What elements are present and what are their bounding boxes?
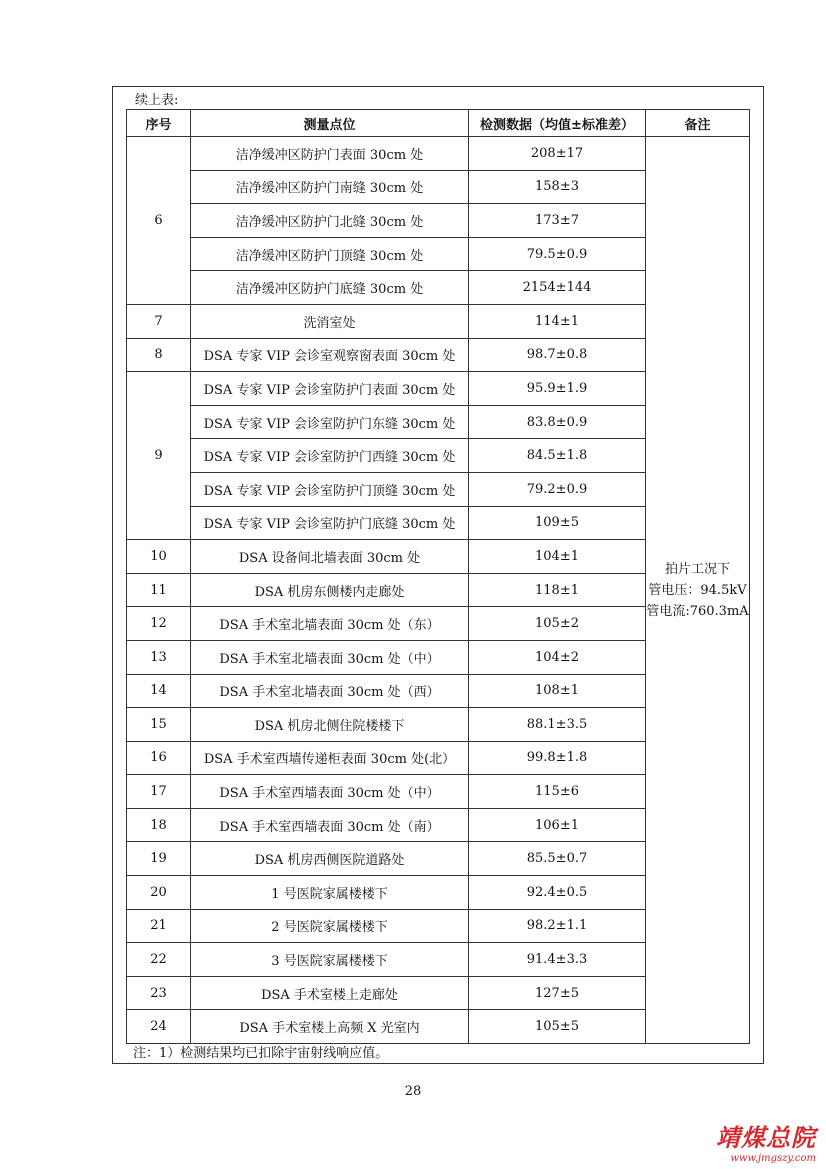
measurement-value: 104±2 (469, 640, 646, 674)
measurement-value: 83.8±0.9 (469, 405, 646, 439)
measurement-value: 79.2±0.9 (469, 472, 646, 506)
measurement-location: 洁净缓冲区防护门北缝 30cm 处 (191, 204, 469, 238)
measurement-location: 2 号医院家属楼楼下 (191, 909, 469, 943)
row-number: 7 (127, 304, 191, 338)
table-body (127, 137, 750, 1044)
measurement-value: 106±1 (469, 808, 646, 842)
measurement-location: 3 号医院家属楼楼下 (191, 943, 469, 977)
row-number: 16 (127, 741, 191, 775)
row-number: 22 (127, 943, 191, 977)
measurement-value: 79.5±0.9 (469, 237, 646, 271)
page-number: 28 (404, 1084, 422, 1099)
header-value: 检测数据（均值±标准差） (469, 110, 646, 137)
measurement-value: 105±2 (469, 607, 646, 641)
row-number: 11 (127, 573, 191, 607)
table-header-row (127, 110, 750, 137)
measurement-location: DSA 专家 VIP 会诊室防护门西缝 30cm 处 (191, 439, 469, 473)
measurement-location: DSA 手术室西墙表面 30cm 处（中） (191, 775, 469, 809)
measurement-location: DSA 专家 VIP 会诊室防护门表面 30cm 处 (191, 372, 469, 406)
row-number: 24 (127, 1010, 191, 1044)
measurement-location: DSA 手术室西墙表面 30cm 处（南） (191, 808, 469, 842)
row-number: 12 (127, 607, 191, 641)
measurement-location: 洁净缓冲区防护门顶缝 30cm 处 (191, 237, 469, 271)
measurement-value: 115±6 (469, 775, 646, 809)
row-number: 17 (127, 775, 191, 809)
measurement-value: 127±5 (469, 976, 646, 1010)
measurement-value: 92.4±0.5 (469, 876, 646, 910)
measurement-location: 洁净缓冲区防护门南缝 30cm 处 (191, 170, 469, 204)
measurement-value: 104±1 (469, 540, 646, 574)
measurement-location: 洁净缓冲区防护门底缝 30cm 处 (191, 271, 469, 305)
measurement-value: 84.5±1.8 (469, 439, 646, 473)
table-caption: 续上表: (135, 93, 179, 108)
header-remark: 备注 (646, 110, 750, 137)
measurement-value: 99.8±1.8 (469, 741, 646, 775)
row-number: 10 (127, 540, 191, 574)
measurement-value: 2154±144 (469, 271, 646, 305)
remark-cell (646, 137, 750, 1044)
measurement-table (126, 109, 750, 1044)
measurement-location: 洗消室处 (191, 304, 469, 338)
remark-line: 管电流:760.3mA (646, 603, 749, 619)
row-number: 9 (127, 372, 191, 540)
measurement-location: DSA 专家 VIP 会诊室观察窗表面 30cm 处 (191, 338, 469, 372)
table-row (127, 137, 750, 171)
measurement-value: 105±5 (469, 1010, 646, 1044)
row-number: 19 (127, 842, 191, 876)
measurement-value: 91.4±3.3 (469, 943, 646, 977)
row-number: 8 (127, 338, 191, 372)
measurement-location: DSA 专家 VIP 会诊室防护门东缝 30cm 处 (191, 405, 469, 439)
measurement-location: DSA 手术室楼上走廊处 (191, 976, 469, 1010)
measurement-location: 洁净缓冲区防护门表面 30cm 处 (191, 137, 469, 171)
watermark-text: 靖煤总院 (716, 1124, 816, 1152)
row-number: 21 (127, 909, 191, 943)
measurement-value: 108±1 (469, 674, 646, 708)
measurement-location: DSA 设备间北墙表面 30cm 处 (191, 540, 469, 574)
measurement-value: 114±1 (469, 304, 646, 338)
row-number: 23 (127, 976, 191, 1010)
measurement-location: DSA 手术室楼上高频 X 光室内 (191, 1010, 469, 1044)
remark-line: 拍片工况下 (664, 561, 730, 577)
measurement-location: DSA 手术室北墙表面 30cm 处（中） (191, 640, 469, 674)
measurement-location: DSA 专家 VIP 会诊室防护门底缝 30cm 处 (191, 506, 469, 540)
measurement-location: DSA 手术室北墙表面 30cm 处（东） (191, 607, 469, 641)
measurement-location: DSA 专家 VIP 会诊室防护门顶缝 30cm 处 (191, 472, 469, 506)
remark-line: 管电压：94.5kV (648, 582, 747, 598)
measurement-value: 173±7 (469, 204, 646, 238)
measurement-value: 98.2±1.1 (469, 909, 646, 943)
header-location: 测量点位 (191, 110, 469, 137)
measurement-value: 158±3 (469, 170, 646, 204)
measurement-location: DSA 手术室西墙传递柜表面 30cm 处(北） (191, 741, 469, 775)
measurement-value: 208±17 (469, 137, 646, 171)
watermark-url: www.jmgszy.com (730, 1153, 816, 1164)
row-number: 20 (127, 876, 191, 910)
measurement-location: DSA 机房西侧医院道路处 (191, 842, 469, 876)
measurement-location: DSA 机房北侧住院楼楼下 (191, 708, 469, 742)
measurement-location: DSA 手术室北墙表面 30cm 处（西） (191, 674, 469, 708)
watermark-logo (716, 1118, 816, 1164)
row-number: 18 (127, 808, 191, 842)
row-number: 14 (127, 674, 191, 708)
footnote: 注：1）检测结果均已扣除宇宙射线响应值。 (133, 1046, 389, 1061)
measurement-value: 98.7±0.8 (469, 338, 646, 372)
page-frame (112, 86, 764, 1064)
measurement-value: 85.5±0.7 (469, 842, 646, 876)
row-number: 15 (127, 708, 191, 742)
measurement-location: 1 号医院家属楼楼下 (191, 876, 469, 910)
measurement-value: 109±5 (469, 506, 646, 540)
measurement-value: 88.1±3.5 (469, 708, 646, 742)
measurement-location: DSA 机房东侧楼内走廊处 (191, 573, 469, 607)
measurement-value: 95.9±1.9 (469, 372, 646, 406)
row-number: 13 (127, 640, 191, 674)
measurement-value: 118±1 (469, 573, 646, 607)
header-no: 序号 (127, 110, 191, 137)
row-number: 6 (127, 137, 191, 305)
